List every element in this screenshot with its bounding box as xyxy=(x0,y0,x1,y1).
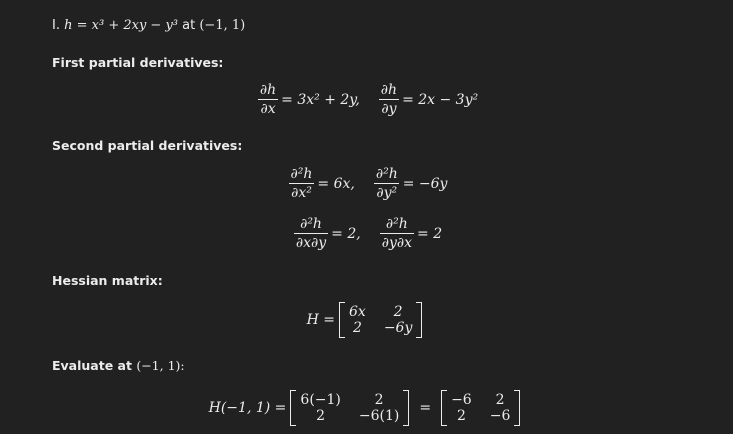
evaluated-cell: 6(−1) xyxy=(300,392,341,408)
dh-dy-numerator: ∂h xyxy=(380,82,398,98)
evaluated-cell: 2 xyxy=(374,392,384,408)
hessian-lhs: H = xyxy=(306,312,336,328)
dh-dx-fraction xyxy=(258,82,278,117)
hyy-rhs: = −6y xyxy=(402,175,448,192)
evaluate-point: (−1, 1): xyxy=(136,358,185,373)
dh-dy-fraction xyxy=(379,82,399,117)
hyy-fraction xyxy=(374,166,400,201)
hessian-matrix xyxy=(339,302,422,338)
hxx-rhs: = 6x, xyxy=(317,175,355,192)
hyx-denominator: ∂y∂x xyxy=(381,235,413,251)
evaluated-cell: 2 xyxy=(316,408,326,424)
evaluated-cell: −6(1) xyxy=(358,408,400,424)
problem-equation: h = x³ + 2xy − y³ xyxy=(64,18,178,33)
dh-dx-rhs: = 3x² + 2y, xyxy=(281,91,360,108)
problem-point: (−1, 1) xyxy=(199,18,246,33)
second-derivatives-heading: Second partial derivatives: xyxy=(52,138,243,153)
result-cell: −6 xyxy=(451,392,472,408)
result-matrix xyxy=(441,390,520,426)
dh-dy-denominator: ∂y xyxy=(381,101,397,117)
hxx-numerator: ∂²h xyxy=(290,166,313,182)
evaluate-label: Evaluate at xyxy=(52,358,132,373)
problem-at-word: at xyxy=(182,18,196,33)
result-cell: −6 xyxy=(489,408,511,424)
hyy-denominator: ∂y² xyxy=(376,185,398,201)
hxy-denominator: ∂x∂y xyxy=(295,235,327,251)
problem-statement xyxy=(52,18,245,33)
hessian-cell: −6y xyxy=(383,320,413,336)
evaluated-matrix xyxy=(290,390,409,426)
dh-dy-rhs: = 2x − 3y² xyxy=(402,91,479,108)
first-derivatives-heading: First partial derivatives: xyxy=(52,55,224,70)
hessian-cell: 2 xyxy=(352,320,362,336)
hxx-denominator: ∂x² xyxy=(291,185,312,201)
evaluated-equation xyxy=(0,390,733,426)
dh-dx-numerator: ∂h xyxy=(259,82,277,98)
hessian-heading: Hessian matrix: xyxy=(52,273,163,288)
hxy-fraction xyxy=(294,216,328,251)
second-derivatives-row2 xyxy=(0,216,733,251)
result-cell: 2 xyxy=(495,392,505,408)
hxy-numerator: ∂²h xyxy=(300,216,322,232)
hessian-equation xyxy=(0,302,733,338)
hyx-numerator: ∂²h xyxy=(385,216,408,232)
evaluated-equals: = xyxy=(419,400,432,416)
hyy-numerator: ∂²h xyxy=(375,166,398,182)
hxx-fraction xyxy=(289,166,315,201)
hessian-cell: 6x xyxy=(349,304,366,320)
dh-dx-denominator: ∂x xyxy=(260,101,276,117)
hessian-cell: 2 xyxy=(393,304,403,320)
hyx-fraction xyxy=(380,216,414,251)
problem-number: I. xyxy=(52,18,60,33)
evaluate-heading xyxy=(52,358,185,373)
hxy-rhs: = 2, xyxy=(331,225,361,242)
second-derivatives-row1 xyxy=(0,166,733,201)
result-cell: 2 xyxy=(456,408,466,424)
first-derivatives-equation xyxy=(0,82,733,117)
evaluated-lhs: H(−1, 1) = xyxy=(208,400,287,416)
hyx-rhs: = 2 xyxy=(417,225,443,242)
